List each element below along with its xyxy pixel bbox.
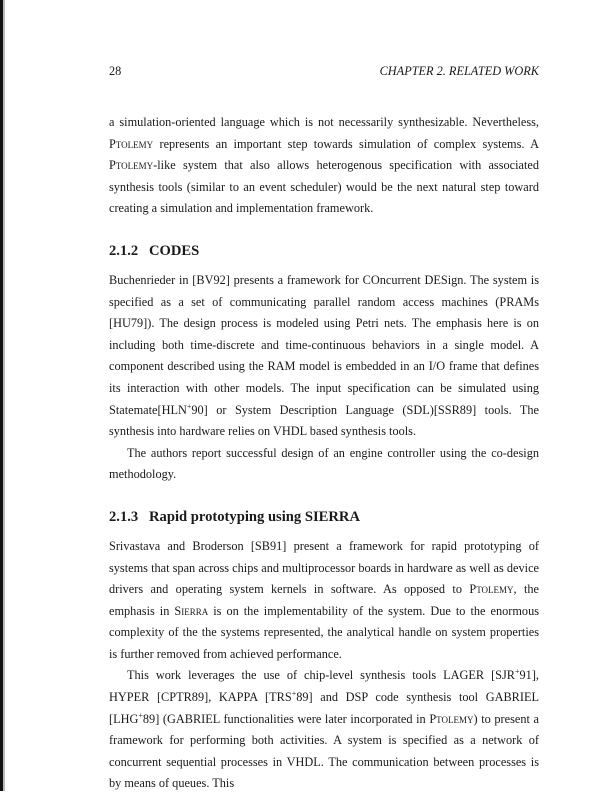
section-heading-sierra — [109, 506, 539, 528]
text: Srivastava and Broderson [SB91] present a framework for rapid prototyping of systems that span across chips and multiprocessor boards in hardware as well as device drivers and operating system kernels in software. As opposed to — [109, 538, 539, 597]
text: 89] and DSP code synthesis tool GABRIEL [LHG — [109, 690, 539, 726]
intro-paragraph — [109, 112, 539, 220]
text: 91], HYPER [CPTR89], KAPPA [TRS — [109, 668, 539, 705]
section-title: Rapid prototyping using SIERRA — [149, 508, 361, 525]
text: represents an important step towards simulation of complex systems. A — [153, 136, 539, 151]
superscript: + — [138, 710, 143, 720]
superscript: + — [186, 401, 192, 411]
ptolemy-name: Ptolemy — [109, 136, 154, 151]
page-body — [109, 112, 539, 795]
codes-paragraph-2: The authors report successful design of an engine controller using the co-design methodology. — [109, 445, 539, 482]
text: Buchenrieder in [BV92] presents a framework for COncurrent DESign. The system is specified as a set of communicating parallel random access machines (PRAMs [HU79]). The design process is modeled using Petri nets. The emphasis here is on including both time-discrete and time-continuous behaviors in a single model. A component described using the RAM model is embedded in an I/O frame that defines its interaction with other models. The input specification can be simulated using Statemate[HLN — [109, 272, 539, 417]
section-number: 2.1.3 — [109, 508, 139, 525]
sierra-paragraph-2 — [109, 665, 539, 795]
text: This work leverages the use of chip-level synthesis tools LAGER [SJR — [127, 668, 516, 683]
sierra-name: Sierra — [174, 603, 209, 618]
superscript: + — [515, 667, 520, 677]
section-number: 2.1.2 — [109, 242, 139, 259]
ptolemy-name: Ptolemy — [469, 582, 514, 597]
text: a simulation-oriented language which is not necessarily synthesizable. Nevertheless, — [109, 115, 539, 129]
text: 90] or System Description Language (SDL)[SSR89] tools. The synthesis into hardware relies on VHDL based synthesis tools. — [109, 402, 539, 439]
codes-paragraph-1 — [109, 270, 539, 443]
section-title: CODES — [149, 242, 200, 259]
text: is on the implementability of the system. Due to the enormous complexity of the the systems represented, the analytical handle on system properties is further removed from achieved performance. — [109, 603, 540, 661]
section-heading-codes — [109, 240, 539, 262]
ptolemy-name: Ptolemy — [429, 711, 474, 726]
ptolemy-name: Ptolemy — [109, 158, 154, 173]
page-number: 28 — [109, 64, 122, 78]
running-title: CHAPTER 2. RELATED WORK — [379, 64, 539, 78]
scan-edge-shadow — [3, 0, 5, 791]
text: ) to present a framework for performing both activities. A system is specified as a network of concurrent sequential processes in VHDL. The communication between processes is by means of queues. This — [109, 711, 539, 791]
sierra-paragraph-1 — [109, 536, 539, 666]
superscript: + — [291, 688, 297, 698]
text: , the emphasis in — [109, 582, 540, 618]
text: 89] (GABRIEL functionalities were later incorporated in — [142, 711, 430, 726]
text: -like system that also allows heterogenous specification with associated synthesis tools (similar to an event scheduler) would be the next natural step toward creating a simulation and implementation framework. — [109, 158, 539, 216]
